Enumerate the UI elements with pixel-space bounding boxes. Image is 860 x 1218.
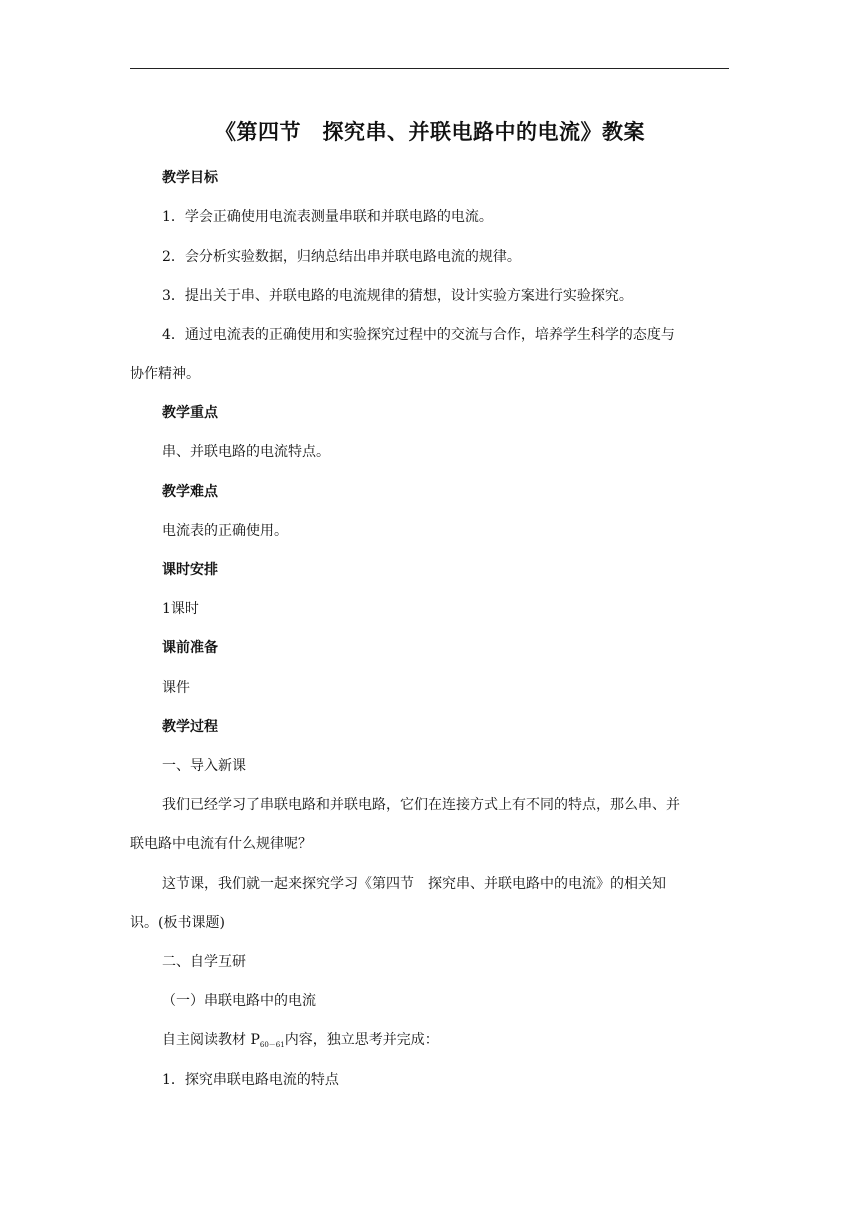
part1-paragraph2-line1: 这节课，我们就一起来探究学习《第四节 探究串、并联电路中的电流》的相关知 — [162, 876, 666, 892]
part1-paragraph2-line2: 识。(板书课题) — [130, 915, 225, 931]
goal-item-1: 1．学会正确使用电流表测量串联和并联电路的电流。 — [162, 209, 493, 225]
reading-suffix: 内容，独立思考并完成： — [284, 1032, 439, 1048]
difficulty-heading: 教学难点 — [162, 484, 218, 500]
reading-pages: 60－61 — [259, 1041, 285, 1049]
goal-item-3: 3．提出关于串、并联电路的电流规律的猜想，设计实验方案进行实验探究。 — [162, 288, 633, 304]
header-rule — [130, 68, 729, 69]
part2-title: 二、自学互研 — [162, 954, 246, 970]
task-item-1: 1．探究串联电路电流的特点 — [162, 1072, 339, 1088]
difficulty-text: 电流表的正确使用。 — [162, 523, 288, 539]
goals-heading: 教学目标 — [162, 170, 218, 186]
reading-instruction — [162, 1029, 439, 1050]
key-text: 串、并联电路的电流特点。 — [162, 444, 330, 460]
schedule-text: 1课时 — [162, 601, 199, 617]
process-heading: 教学过程 — [162, 719, 218, 735]
goal-item-4: 4．通过电流表的正确使用和实验探究过程中的交流与合作，培养学生科学的态度与 — [162, 327, 675, 343]
part1-title: 一、导入新课 — [162, 758, 246, 774]
part2-subsection-title: （一）串联电路中的电流 — [162, 993, 316, 1009]
reading-prefix: 自主阅读教材 P — [162, 1032, 260, 1048]
part1-paragraph1-line1: 我们已经学习了串联电路和并联电路，它们在连接方式上有不同的特点，那么串、并 — [162, 797, 680, 813]
key-heading: 教学重点 — [162, 405, 218, 421]
goal-item-2: 2．会分析实验数据，归纳总结出串并联电路电流的规律。 — [162, 249, 521, 265]
document-title: 《第四节 探究串、并联电路中的电流》教案 — [215, 119, 645, 144]
goal-item-4-continued: 协作精神。 — [130, 366, 200, 382]
part1-paragraph1-line2: 联电路中电流有什么规律呢？ — [130, 836, 312, 852]
prep-text: 课件 — [162, 680, 190, 696]
prep-heading: 课前准备 — [162, 640, 218, 656]
schedule-heading: 课时安排 — [162, 562, 218, 578]
